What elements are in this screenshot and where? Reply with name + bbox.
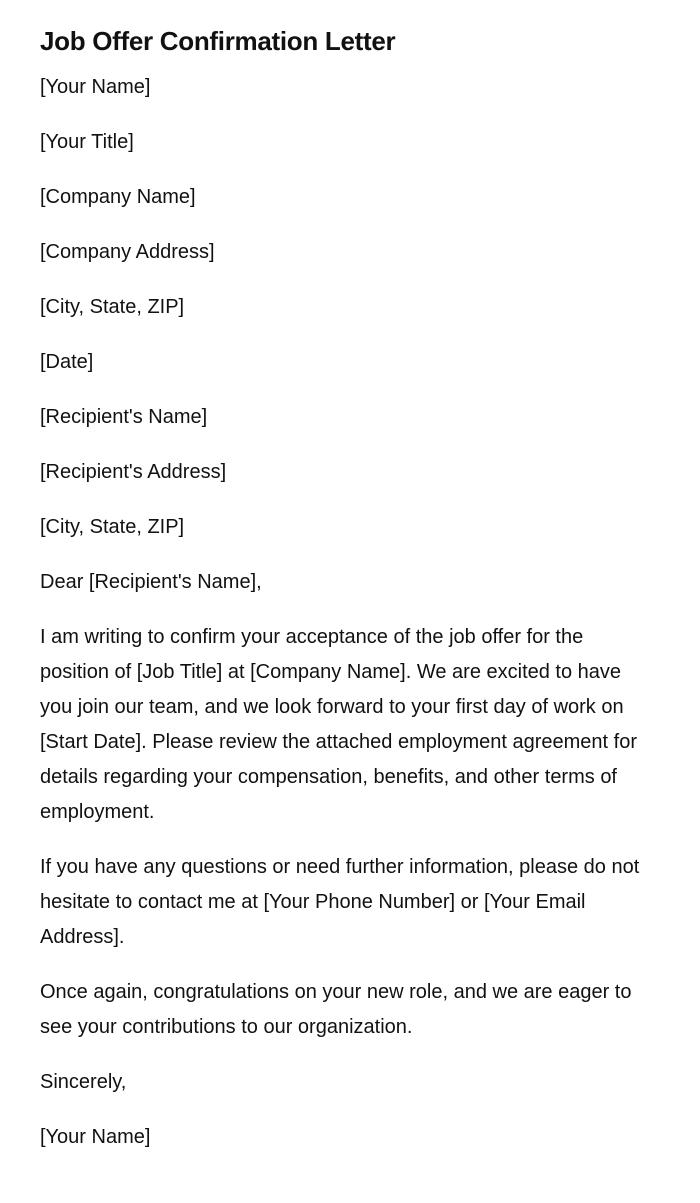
body-paragraph: Once again, congratulations on your new role, and we are eager to see your contributions to our organization.	[40, 981, 632, 1038]
sender-city: [City, State, ZIP]	[40, 296, 185, 318]
salutation: Dear [Recipient's Name],	[40, 571, 262, 593]
sender-address: [Company Address]	[40, 241, 215, 263]
sender-company: [Company Name]	[40, 186, 196, 208]
recipient-city: [City, State, ZIP]	[40, 516, 185, 538]
recipient-address: [Recipient's Address]	[40, 461, 227, 483]
recipient-name: [Recipient's Name]	[40, 406, 208, 428]
closing: Sincerely,	[40, 1071, 127, 1093]
document-title: Job Offer Confirmation Letter	[40, 26, 396, 56]
body-paragraph: If you have any questions or need further information, please do not hesitate to contact me at [Your Phone Number] or [Your Email Address].	[40, 856, 640, 948]
sender-title: [Your Title]	[40, 131, 134, 153]
signature: [Your Name]	[40, 1126, 151, 1148]
body-paragraph: I am writing to confirm your acceptance of the job offer for the position of [Job Title] at [Company Name]. We are excited to have you join our team, and we look forward to your first day of work on [Start Date]. Please review the attached employment agreement for details regarding your compensation, benefits, and other terms of employment.	[40, 626, 637, 823]
letter-date: [Date]	[40, 351, 94, 373]
sender-name: [Your Name]	[40, 76, 151, 98]
